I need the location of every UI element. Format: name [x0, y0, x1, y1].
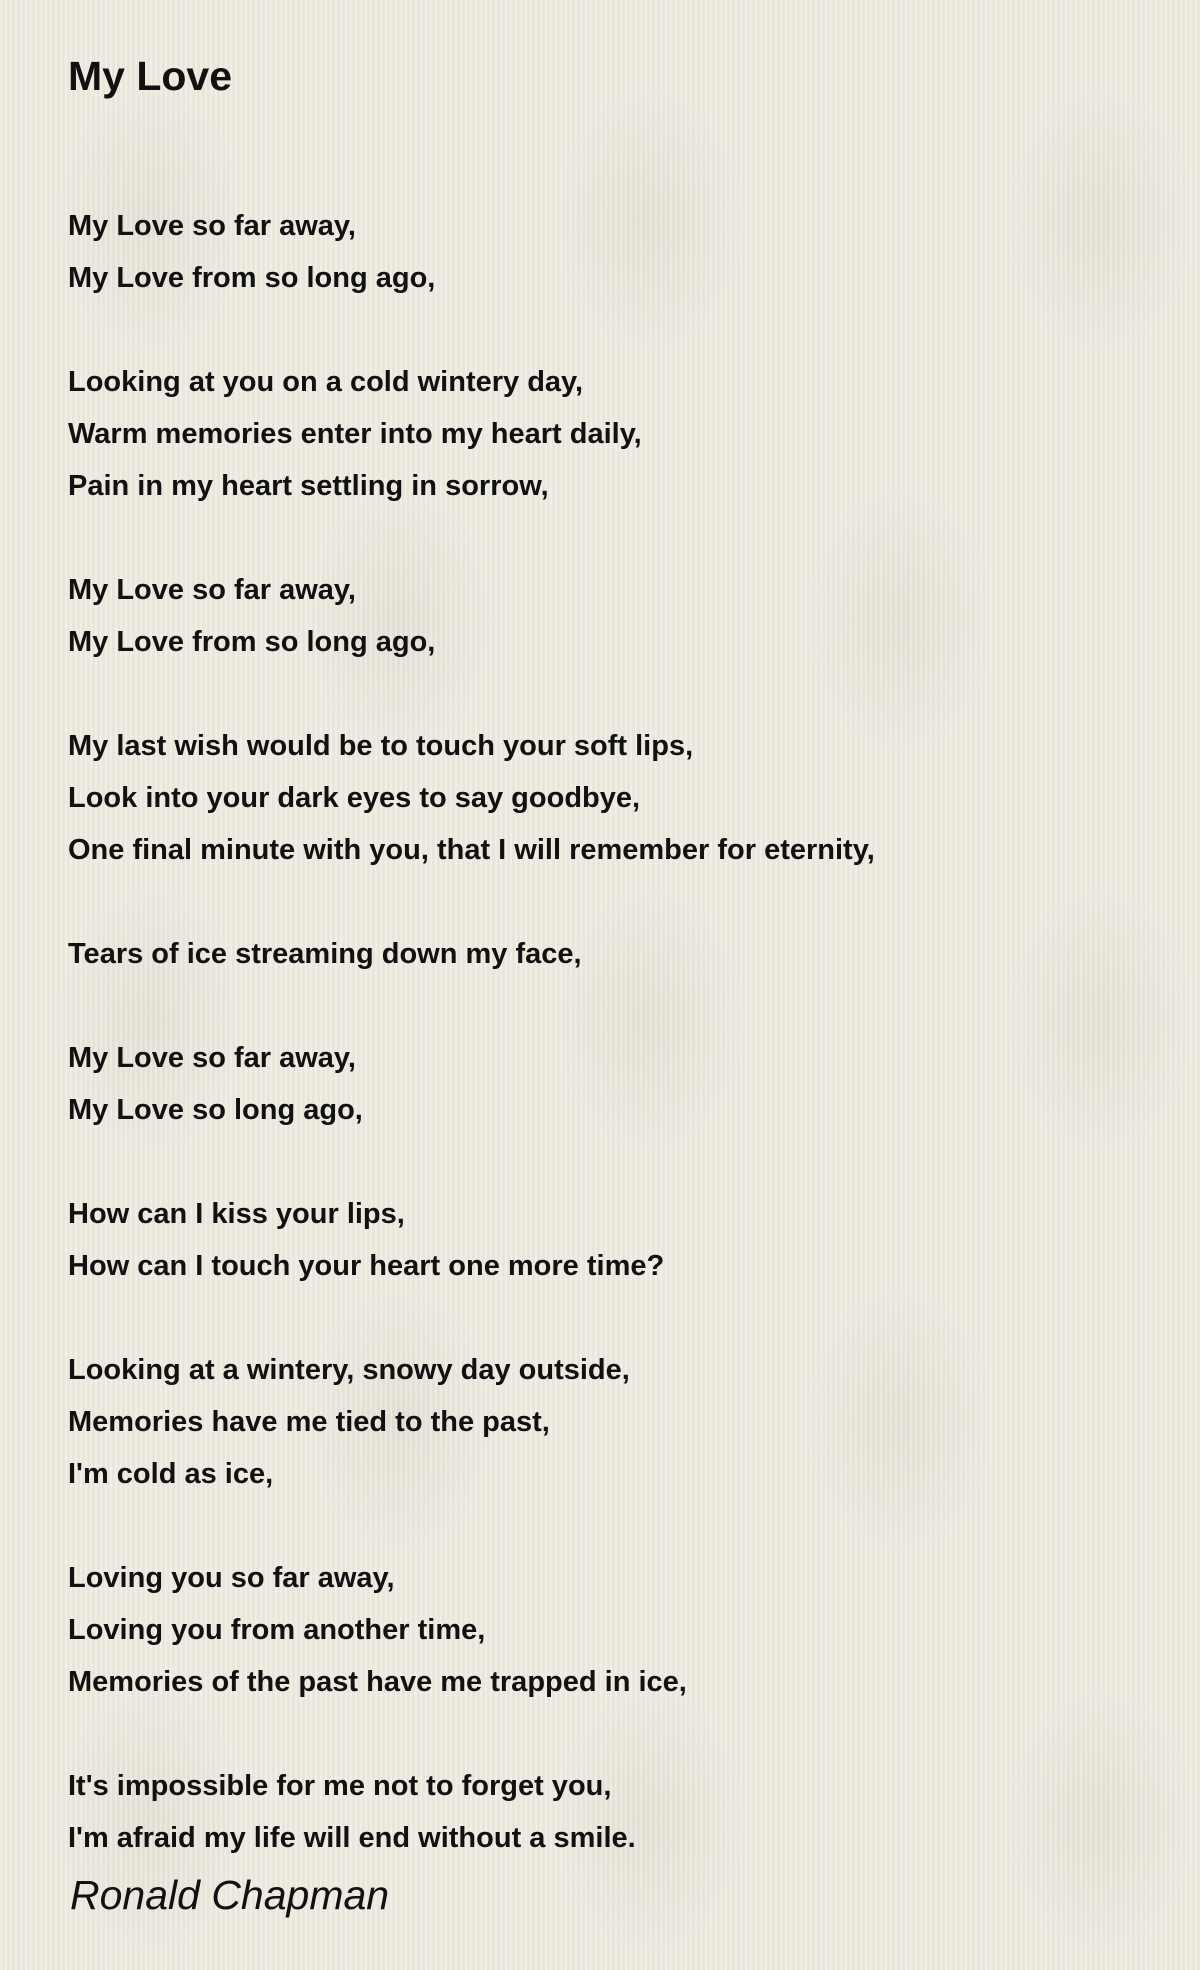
stanza — [68, 1188, 1148, 1292]
poem-line: I'm afraid my life will end without a smile. — [68, 1822, 636, 1854]
stanza — [68, 200, 1148, 304]
poem-line: I'm cold as ice, — [68, 1458, 274, 1490]
poem-title: My Love — [68, 53, 233, 99]
stanza — [68, 356, 1148, 512]
poem-line: Warm memories enter into my heart daily, — [68, 418, 642, 450]
poem-author: Ronald Chapman — [70, 1872, 390, 1918]
poem-line: My Love so far away, — [68, 1042, 356, 1074]
stanza — [68, 1032, 1148, 1136]
poem-line: Look into your dark eyes to say goodbye, — [68, 782, 641, 814]
poem-body — [68, 200, 1148, 1864]
stanza — [68, 1552, 1148, 1708]
poem-line: My Love from so long ago, — [68, 262, 436, 294]
poem-line: Loving you so far away, — [68, 1562, 395, 1594]
poem-line: My last wish would be to touch your soft lips, — [68, 730, 694, 762]
stanza — [68, 720, 1148, 876]
poem-page — [68, 48, 1148, 1916]
poem-line: Memories of the past have me trapped in ice, — [68, 1666, 687, 1698]
stanza — [68, 1344, 1148, 1500]
poem-line: One final minute with you, that I will remember for eternity, — [68, 834, 875, 866]
poem-line: Tears of ice streaming down my face, — [68, 938, 582, 970]
poem-line: My Love from so long ago, — [68, 626, 436, 658]
poem-line: It's impossible for me not to forget you, — [68, 1770, 612, 1802]
poem-line: My Love so far away, — [68, 574, 356, 606]
poem-line: Loving you from another time, — [68, 1614, 486, 1646]
poem-line: Looking at you on a cold wintery day, — [68, 366, 584, 398]
stanza — [68, 1760, 1148, 1864]
poem-line: How can I touch your heart one more time? — [68, 1250, 665, 1282]
stanza — [68, 564, 1148, 668]
poem-line: My Love so long ago, — [68, 1094, 363, 1126]
stanza — [68, 928, 1148, 980]
poem-line: Memories have me tied to the past, — [68, 1406, 550, 1438]
poem-line: My Love so far away, — [68, 210, 356, 242]
poem-line: Looking at a wintery, snowy day outside, — [68, 1354, 630, 1386]
poem-line: How can I kiss your lips, — [68, 1198, 405, 1230]
poem-line: Pain in my heart settling in sorrow, — [68, 470, 549, 502]
